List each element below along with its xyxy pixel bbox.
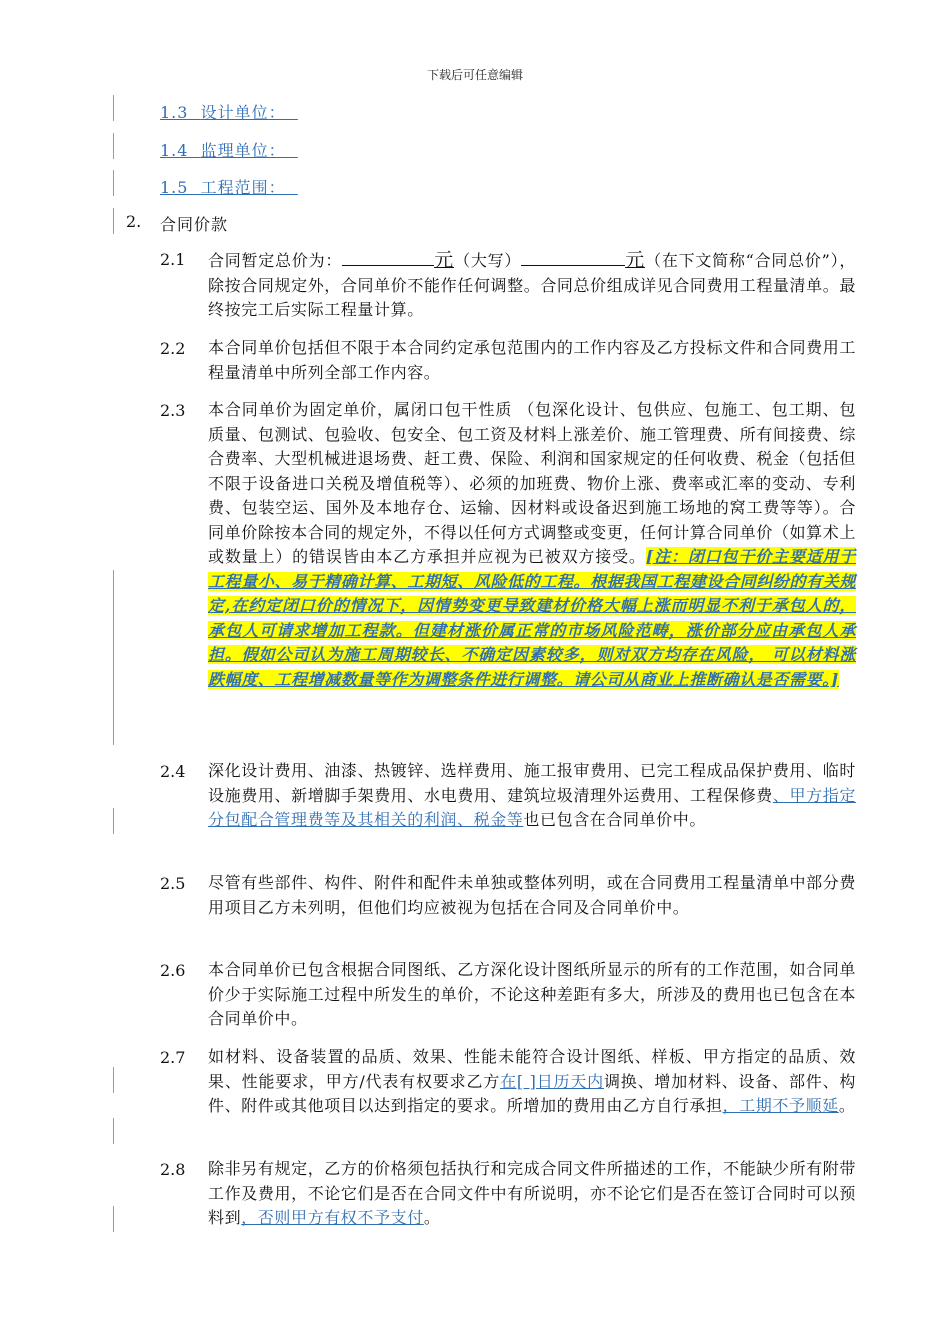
subsection-1-3[interactable]	[160, 100, 298, 123]
tracked-insertion[interactable]: 在[ ]日历天内	[500, 1071, 604, 1091]
clause-2-1-body: 合同暂定总价为： 元（大写） 元（在下文简称“合同总价”），除按合同规定外，合同单价不能作任何调整。合同总价组成详见合同费用工程量清单。最终按完工后实际工程量计算。	[208, 249, 856, 319]
subsection-label: 设计单位：	[200, 103, 286, 122]
clause-2-7-number: 2.7	[160, 1048, 186, 1067]
tracked-insertion[interactable]: 、甲方指定分包配合管理费等及其相关的利润、税金等	[208, 785, 856, 829]
subsection-label: 监理单位：	[200, 141, 286, 160]
change-bar	[113, 95, 114, 121]
subsection-1-5[interactable]	[160, 175, 298, 198]
clause-2-8-body: 除非另有规定，乙方的价格须包括执行和完成合同文件所描述的工作，不能缺少所有附带工作及费用，不论它们是否在合同文件中有所说明，亦不论它们是否在签订合同时可以预料到，否则甲方有权不予支付。	[208, 1159, 856, 1227]
change-bar	[113, 170, 114, 196]
clause-2-3-body	[208, 398, 856, 692]
subsection-label: 工程范围：	[200, 178, 286, 197]
total-price-blank[interactable]	[342, 247, 434, 266]
tracked-insertion[interactable]: ，否则甲方有权不予支付	[241, 1208, 424, 1227]
change-bar	[113, 1118, 114, 1144]
clause-2-1-number: 2.1	[160, 250, 186, 269]
section-2-title: 合同价款	[160, 215, 229, 234]
clause-2-6-body: 本合同单价已包含根据合同图纸、乙方深化设计图纸所显示的所有的工作范围，如合同单价少于实际施工过程中所发生的单价，不论这种差距有多大，所涉及的费用也已包含在本合同单价中。	[208, 960, 856, 1028]
clause-2-4-number: 2.4	[160, 762, 186, 781]
change-bar	[113, 208, 114, 234]
subsection-1-4[interactable]	[160, 138, 298, 161]
total-price-words-blank[interactable]	[521, 247, 625, 266]
change-bar	[113, 1067, 114, 1093]
clause-2-3-note: [注：闭口包干价主要适用于工程量小、易于精确计算、工期短、风险低的工程。根据我国工程建设合同纠纷的有关规定,在约定闭口价的情况下，因情势变更导致建材价格大幅上涨而明显不利于承包人的，承包人可请求增加工程款。但建材涨价属正常的市场风险范畴，涨价部分应由承包人承担。假如公司认为施工周期较长、不确定因素较多，则对双方均存在风险， 可以材料涨跌幅度、工程增减数量等作为调整条件进行调整。请公司从商业上推断确认是否需要。]	[208, 547, 856, 689]
clause-2-6-number: 2.6	[160, 961, 186, 980]
section-2-number: 2.	[126, 212, 142, 231]
page-header: 下载后可任意编辑	[426, 68, 523, 82]
change-bar	[113, 1206, 114, 1232]
subsection-number: 1.4	[160, 141, 189, 160]
change-bar	[113, 808, 114, 834]
clause-2-5-body: 尽管有些部件、构件、附件和配件未单独或整体列明，或在合同费用工程量清单中部分费用项目乙方未列明，但他们均应被视为包括在合同及合同单价中。	[208, 873, 856, 917]
clause-2-4-body: 深化设计费用、油漆、热镀锌、选样费用、施工报审费用、已完工程成品保护费用、临时设施费用、新增脚手架费用、水电费用、建筑垃圾清理外运费用、工程保修费、甲方指定分包配合管理费等及其相关的利润、税金等也已包含在合同单价中。	[208, 761, 856, 829]
clause-2-8-number: 2.8	[160, 1160, 186, 1179]
clause-2-3-number: 2.3	[160, 401, 186, 420]
clause-2-7-body: 如材料、设备装置的品质、效果、性能未能符合设计图纸、样板、甲方指定的品质、效果、性能要求，甲方/代表有权要求乙方在[ ]日历天内调换、增加材料、设备、部件、构件、附件或其他项目以达到指定的要求。所增加的费用由乙方自行承担，工期不予顺延。	[208, 1047, 856, 1115]
tracked-insertion[interactable]: ，工期不予顺延	[722, 1096, 839, 1115]
clause-2-2-number: 2.2	[160, 339, 186, 358]
clause-2-5-number: 2.5	[160, 874, 186, 893]
change-bar	[113, 133, 114, 159]
subsection-number: 1.3	[160, 103, 189, 122]
change-bar	[113, 570, 114, 745]
clause-2-3-text: 本合同单价为固定单价，属闭口包干性质 （包深化设计、包供应、包施工、包工期、包质量、包测试、包验收、包安全、包工资及材料上涨差价、施工管理费、所有间接费、综合费率、大型机械进退场费、赶工费、保险、利润和国家规定的任何收费、税金（包括但不限于设备进口关税及增值税等）、必须的加班费、物价上涨、费率或汇率的变动、专利费、包装空运、国外及本地存仓、运输、因材料或设备迟到施工场地的窝工费等等）。合同单价除按本合同的规定外，不得以任何方式调整或变更，任何计算合同单价（如算术上或数量上）的错误皆由本乙方承担并应视为已被双方接受。	[208, 400, 856, 566]
subsection-number: 1.5	[160, 178, 189, 197]
yuan-label: 元	[434, 249, 455, 271]
clause-2-2-body: 本合同单价包括但不限于本合同约定承包范围内的工作内容及乙方投标文件和合同费用工程量清单中所列全部工作内容。	[208, 338, 856, 382]
yuan-label: 元	[625, 249, 646, 271]
